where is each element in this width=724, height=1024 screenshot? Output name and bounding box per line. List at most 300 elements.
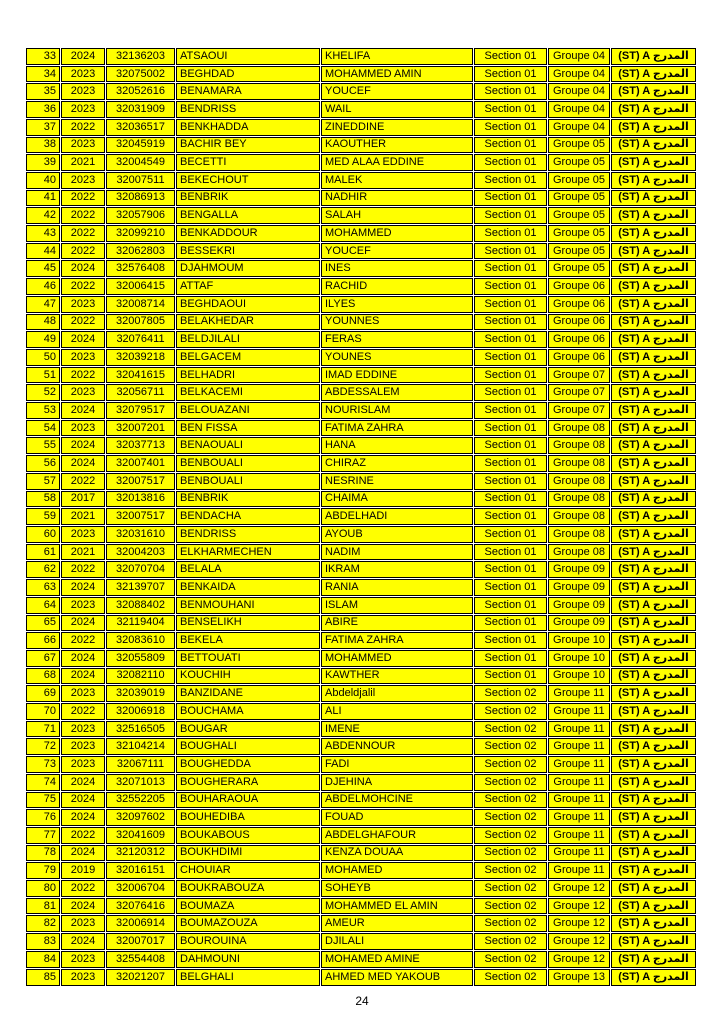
table-row — [26, 862, 696, 879]
cell-row-number: 42 — [26, 207, 60, 224]
cell-amphi: (ST) A المدرج — [611, 278, 696, 295]
cell-amphi: (ST) A المدرج — [611, 455, 696, 472]
cell-section: Section 01 — [474, 225, 547, 242]
cell-group: Groupe 11 — [548, 685, 610, 702]
table-row — [26, 898, 696, 915]
cell-section: Section 01 — [474, 137, 547, 154]
cell-row-number: 51 — [26, 367, 60, 384]
cell-row-number: 39 — [26, 154, 60, 171]
cell-row-number: 33 — [26, 48, 60, 65]
cell-group: Groupe 04 — [548, 83, 610, 100]
cell-amphi: (ST) A المدرج — [611, 137, 696, 154]
cell-first-name: HANA — [321, 437, 473, 454]
cell-section: Section 01 — [474, 650, 547, 667]
cell-first-name: ABDENNOUR — [321, 738, 473, 755]
table-row — [26, 172, 696, 189]
cell-year: 2023 — [61, 969, 105, 986]
cell-last-name: BOUCHAMA — [176, 703, 320, 720]
table-row — [26, 278, 696, 295]
cell-first-name: MED ALAA EDDINE — [321, 154, 473, 171]
cell-last-name: BENDACHA — [176, 508, 320, 525]
cell-student-id: 32041609 — [106, 827, 175, 844]
cell-year: 2024 — [61, 260, 105, 277]
cell-group: Groupe 08 — [548, 437, 610, 454]
cell-amphi: (ST) A المدرج — [611, 225, 696, 242]
cell-last-name: DAHMOUNI — [176, 951, 320, 968]
cell-first-name: IMAD EDDINE — [321, 367, 473, 384]
cell-group: Groupe 05 — [548, 225, 610, 242]
cell-student-id: 32004549 — [106, 154, 175, 171]
cell-year: 2024 — [61, 402, 105, 419]
cell-row-number: 85 — [26, 969, 60, 986]
cell-row-number: 38 — [26, 137, 60, 154]
cell-group: Groupe 06 — [548, 349, 610, 366]
cell-first-name: FATIMA ZAHRA — [321, 420, 473, 437]
cell-last-name: BOUHARAOUA — [176, 792, 320, 809]
cell-student-id: 32006914 — [106, 915, 175, 932]
cell-year: 2021 — [61, 154, 105, 171]
cell-section: Section 01 — [474, 402, 547, 419]
cell-section: Section 01 — [474, 668, 547, 685]
cell-last-name: BOUKRABOUZA — [176, 880, 320, 897]
cell-year: 2023 — [61, 738, 105, 755]
table-row — [26, 331, 696, 348]
cell-student-id: 32083610 — [106, 632, 175, 649]
cell-group: Groupe 11 — [548, 809, 610, 826]
cell-row-number: 63 — [26, 579, 60, 596]
cell-year: 2023 — [61, 721, 105, 738]
cell-group: Groupe 09 — [548, 597, 610, 614]
cell-row-number: 83 — [26, 933, 60, 950]
cell-first-name: NESRINE — [321, 473, 473, 490]
cell-student-id: 32055809 — [106, 650, 175, 667]
cell-row-number: 62 — [26, 561, 60, 578]
cell-amphi: (ST) A المدرج — [611, 349, 696, 366]
cell-group: Groupe 11 — [548, 862, 610, 879]
cell-section: Section 01 — [474, 119, 547, 136]
cell-amphi: (ST) A المدرج — [611, 207, 696, 224]
cell-student-id: 32037713 — [106, 437, 175, 454]
cell-last-name: BENBRIK — [176, 190, 320, 207]
cell-section: Section 01 — [474, 101, 547, 118]
cell-group: Groupe 09 — [548, 579, 610, 596]
table-row — [26, 738, 696, 755]
cell-section: Section 01 — [474, 278, 547, 295]
cell-year: 2023 — [61, 349, 105, 366]
cell-section: Section 01 — [474, 314, 547, 331]
cell-section: Section 01 — [474, 579, 547, 596]
cell-section: Section 01 — [474, 491, 547, 508]
cell-amphi: (ST) A المدرج — [611, 402, 696, 419]
cell-year: 2022 — [61, 190, 105, 207]
cell-last-name: BELGACEM — [176, 349, 320, 366]
cell-year: 2024 — [61, 898, 105, 915]
cell-first-name: CHAIMA — [321, 491, 473, 508]
cell-last-name: BOUKABOUS — [176, 827, 320, 844]
cell-first-name: AYOUB — [321, 526, 473, 543]
cell-last-name: BENAMARA — [176, 83, 320, 100]
cell-student-id: 32516505 — [106, 721, 175, 738]
cell-group: Groupe 12 — [548, 915, 610, 932]
cell-row-number: 66 — [26, 632, 60, 649]
cell-amphi: (ST) A المدرج — [611, 579, 696, 596]
cell-student-id: 32056711 — [106, 384, 175, 401]
cell-last-name: BEGHDAOUI — [176, 296, 320, 313]
cell-student-id: 32079517 — [106, 402, 175, 419]
cell-student-id: 32076411 — [106, 331, 175, 348]
cell-group: Groupe 06 — [548, 296, 610, 313]
cell-year: 2024 — [61, 792, 105, 809]
cell-year: 2022 — [61, 243, 105, 260]
cell-amphi: (ST) A المدرج — [611, 101, 696, 118]
cell-group: Groupe 05 — [548, 243, 610, 260]
cell-student-id: 32007517 — [106, 473, 175, 490]
cell-year: 2024 — [61, 774, 105, 791]
cell-year: 2024 — [61, 579, 105, 596]
cell-last-name: BENGALLA — [176, 207, 320, 224]
cell-section: Section 01 — [474, 83, 547, 100]
cell-last-name: BENKADDOUR — [176, 225, 320, 242]
cell-amphi: (ST) A المدرج — [611, 314, 696, 331]
table-row — [26, 260, 696, 277]
cell-first-name: ABDELGHAFOUR — [321, 827, 473, 844]
table-row — [26, 756, 696, 773]
cell-group: Groupe 08 — [548, 473, 610, 490]
table-row — [26, 455, 696, 472]
cell-amphi: (ST) A المدرج — [611, 420, 696, 437]
cell-year: 2022 — [61, 367, 105, 384]
cell-section: Section 02 — [474, 685, 547, 702]
table-row — [26, 809, 696, 826]
cell-row-number: 80 — [26, 880, 60, 897]
cell-first-name: AHMED MED YAKOUB — [321, 969, 473, 986]
cell-section: Section 01 — [474, 367, 547, 384]
cell-student-id: 32013816 — [106, 491, 175, 508]
cell-section: Section 02 — [474, 845, 547, 862]
cell-last-name: BESSEKRI — [176, 243, 320, 260]
cell-student-id: 32099210 — [106, 225, 175, 242]
cell-group: Groupe 04 — [548, 48, 610, 65]
cell-first-name: KHELIFA — [321, 48, 473, 65]
table-row — [26, 384, 696, 401]
cell-first-name: DJILALI — [321, 933, 473, 950]
cell-year: 2023 — [61, 172, 105, 189]
cell-row-number: 35 — [26, 83, 60, 100]
cell-year: 2022 — [61, 632, 105, 649]
cell-student-id: 32088402 — [106, 597, 175, 614]
cell-last-name: BENAOUALI — [176, 437, 320, 454]
cell-first-name: ISLAM — [321, 597, 473, 614]
cell-last-name: BEKELA — [176, 632, 320, 649]
cell-section: Section 01 — [474, 331, 547, 348]
cell-first-name: SALAH — [321, 207, 473, 224]
table-row — [26, 508, 696, 525]
table-row — [26, 774, 696, 791]
table-row — [26, 561, 696, 578]
cell-first-name: YOUNNES — [321, 314, 473, 331]
table-row — [26, 154, 696, 171]
cell-year: 2024 — [61, 809, 105, 826]
cell-student-id: 32139707 — [106, 579, 175, 596]
table-row — [26, 650, 696, 667]
cell-group: Groupe 04 — [548, 119, 610, 136]
cell-amphi: (ST) A المدرج — [611, 933, 696, 950]
table-row — [26, 473, 696, 490]
cell-student-id: 32007511 — [106, 172, 175, 189]
cell-first-name: YOUCEF — [321, 243, 473, 260]
cell-last-name: BENBOUALI — [176, 473, 320, 490]
cell-student-id: 32007401 — [106, 455, 175, 472]
table-row — [26, 544, 696, 561]
cell-amphi: (ST) A المدرج — [611, 880, 696, 897]
cell-group: Groupe 10 — [548, 668, 610, 685]
cell-row-number: 41 — [26, 190, 60, 207]
cell-first-name: MOHAMMED — [321, 225, 473, 242]
cell-student-id: 32097602 — [106, 809, 175, 826]
cell-section: Section 01 — [474, 207, 547, 224]
table-row — [26, 526, 696, 543]
cell-amphi: (ST) A المدرج — [611, 668, 696, 685]
cell-row-number: 46 — [26, 278, 60, 295]
cell-student-id: 32086913 — [106, 190, 175, 207]
cell-group: Groupe 10 — [548, 650, 610, 667]
cell-group: Groupe 11 — [548, 703, 610, 720]
cell-amphi: (ST) A المدرج — [611, 544, 696, 561]
cell-amphi: (ST) A المدرج — [611, 792, 696, 809]
cell-last-name: BECETTI — [176, 154, 320, 171]
cell-student-id: 32045919 — [106, 137, 175, 154]
cell-group: Groupe 10 — [548, 632, 610, 649]
cell-section: Section 01 — [474, 632, 547, 649]
cell-year: 2023 — [61, 66, 105, 83]
cell-last-name: BENMOUHANI — [176, 597, 320, 614]
cell-group: Groupe 08 — [548, 544, 610, 561]
cell-first-name: KAWTHER — [321, 668, 473, 685]
cell-section: Section 01 — [474, 260, 547, 277]
cell-first-name: ZINEDDINE — [321, 119, 473, 136]
cell-amphi: (ST) A المدرج — [611, 827, 696, 844]
cell-student-id: 32136203 — [106, 48, 175, 65]
cell-last-name: BEGHDAD — [176, 66, 320, 83]
cell-amphi: (ST) A المدرج — [611, 862, 696, 879]
cell-last-name: BELDJILALI — [176, 331, 320, 348]
cell-first-name: INES — [321, 260, 473, 277]
cell-amphi: (ST) A المدرج — [611, 703, 696, 720]
cell-section: Section 02 — [474, 721, 547, 738]
cell-group: Groupe 08 — [548, 508, 610, 525]
cell-row-number: 84 — [26, 951, 60, 968]
cell-row-number: 58 — [26, 491, 60, 508]
cell-row-number: 43 — [26, 225, 60, 242]
cell-amphi: (ST) A المدرج — [611, 491, 696, 508]
cell-section: Section 02 — [474, 703, 547, 720]
cell-section: Section 02 — [474, 951, 547, 968]
cell-student-id: 32552205 — [106, 792, 175, 809]
table-row — [26, 685, 696, 702]
cell-year: 2023 — [61, 685, 105, 702]
cell-student-id: 32075002 — [106, 66, 175, 83]
cell-first-name: ILYES — [321, 296, 473, 313]
cell-row-number: 44 — [26, 243, 60, 260]
cell-row-number: 71 — [26, 721, 60, 738]
cell-student-id: 32041615 — [106, 367, 175, 384]
cell-row-number: 78 — [26, 845, 60, 862]
cell-year: 2024 — [61, 668, 105, 685]
table-row — [26, 296, 696, 313]
cell-group: Groupe 04 — [548, 101, 610, 118]
cell-section: Section 01 — [474, 526, 547, 543]
table-row — [26, 792, 696, 809]
cell-group: Groupe 12 — [548, 933, 610, 950]
cell-year: 2022 — [61, 827, 105, 844]
cell-amphi: (ST) A المدرج — [611, 154, 696, 171]
cell-row-number: 75 — [26, 792, 60, 809]
cell-amphi: (ST) A المدرج — [611, 615, 696, 632]
cell-section: Section 01 — [474, 296, 547, 313]
cell-section: Section 01 — [474, 597, 547, 614]
cell-last-name: BOUROUINA — [176, 933, 320, 950]
cell-student-id: 32016151 — [106, 862, 175, 879]
table-row — [26, 668, 696, 685]
cell-last-name: BOUMAZOUZA — [176, 915, 320, 932]
cell-row-number: 56 — [26, 455, 60, 472]
cell-section: Section 01 — [474, 455, 547, 472]
cell-last-name: BENSELIKH — [176, 615, 320, 632]
cell-first-name: MOHAMED — [321, 862, 473, 879]
cell-first-name: KENZA DOUAA — [321, 845, 473, 862]
cell-year: 2022 — [61, 880, 105, 897]
table-row — [26, 207, 696, 224]
cell-last-name: BOUHEDIBA — [176, 809, 320, 826]
cell-year: 2023 — [61, 915, 105, 932]
cell-last-name: BENBRIK — [176, 491, 320, 508]
cell-group: Groupe 06 — [548, 331, 610, 348]
cell-year: 2024 — [61, 615, 105, 632]
cell-year: 2024 — [61, 650, 105, 667]
table-row — [26, 615, 696, 632]
cell-amphi: (ST) A المدرج — [611, 384, 696, 401]
cell-section: Section 01 — [474, 154, 547, 171]
page-number: 24 — [355, 994, 369, 1008]
cell-last-name: BOUGAR — [176, 721, 320, 738]
cell-group: Groupe 07 — [548, 384, 610, 401]
cell-group: Groupe 11 — [548, 738, 610, 755]
cell-amphi: (ST) A المدرج — [611, 685, 696, 702]
cell-year: 2023 — [61, 526, 105, 543]
cell-amphi: (ST) A المدرج — [611, 437, 696, 454]
cell-year: 2023 — [61, 597, 105, 614]
cell-group: Groupe 05 — [548, 207, 610, 224]
cell-group: Groupe 11 — [548, 721, 610, 738]
cell-first-name: ABIRE — [321, 615, 473, 632]
cell-section: Section 01 — [474, 544, 547, 561]
cell-first-name: IKRAM — [321, 561, 473, 578]
cell-last-name: BEN FISSA — [176, 420, 320, 437]
cell-first-name: WAIL — [321, 101, 473, 118]
cell-amphi: (ST) A المدرج — [611, 367, 696, 384]
cell-year: 2022 — [61, 207, 105, 224]
cell-amphi: (ST) A المدرج — [611, 66, 696, 83]
cell-section: Section 01 — [474, 172, 547, 189]
cell-year: 2023 — [61, 951, 105, 968]
cell-amphi: (ST) A المدرج — [611, 650, 696, 667]
cell-row-number: 36 — [26, 101, 60, 118]
cell-first-name: DJEHINA — [321, 774, 473, 791]
cell-first-name: MOHAMMED AMIN — [321, 66, 473, 83]
cell-amphi: (ST) A المدرج — [611, 331, 696, 348]
cell-section: Section 02 — [474, 809, 547, 826]
cell-section: Section 01 — [474, 508, 547, 525]
cell-row-number: 67 — [26, 650, 60, 667]
cell-group: Groupe 05 — [548, 154, 610, 171]
table-row — [26, 349, 696, 366]
cell-last-name: CHOUIAR — [176, 862, 320, 879]
cell-amphi: (ST) A المدرج — [611, 172, 696, 189]
cell-section: Section 02 — [474, 915, 547, 932]
cell-row-number: 82 — [26, 915, 60, 932]
table-row — [26, 48, 696, 65]
cell-row-number: 48 — [26, 314, 60, 331]
cell-group: Groupe 08 — [548, 491, 610, 508]
cell-group: Groupe 08 — [548, 420, 610, 437]
cell-last-name: BOUKHDIMI — [176, 845, 320, 862]
cell-student-id: 32006704 — [106, 880, 175, 897]
cell-student-id: 32576408 — [106, 260, 175, 277]
cell-section: Section 02 — [474, 880, 547, 897]
table-row — [26, 314, 696, 331]
cell-group: Groupe 07 — [548, 402, 610, 419]
table-row — [26, 880, 696, 897]
cell-amphi: (ST) A المدرج — [611, 48, 696, 65]
cell-amphi: (ST) A المدرج — [611, 809, 696, 826]
cell-group: Groupe 05 — [548, 260, 610, 277]
cell-amphi: (ST) A المدرج — [611, 721, 696, 738]
cell-first-name: FATIMA ZAHRA — [321, 632, 473, 649]
cell-amphi: (ST) A المدرج — [611, 260, 696, 277]
cell-group: Groupe 07 — [548, 367, 610, 384]
cell-row-number: 59 — [26, 508, 60, 525]
cell-last-name: BOUGHALI — [176, 738, 320, 755]
cell-first-name: AMEUR — [321, 915, 473, 932]
cell-section: Section 02 — [474, 738, 547, 755]
cell-year: 2022 — [61, 314, 105, 331]
cell-amphi: (ST) A المدرج — [611, 473, 696, 490]
cell-section: Section 02 — [474, 756, 547, 773]
cell-student-id: 32082110 — [106, 668, 175, 685]
cell-row-number: 79 — [26, 862, 60, 879]
table-row — [26, 66, 696, 83]
table-row — [26, 579, 696, 596]
cell-first-name: ALI — [321, 703, 473, 720]
cell-first-name: ABDELHADI — [321, 508, 473, 525]
cell-amphi: (ST) A المدرج — [611, 561, 696, 578]
cell-row-number: 65 — [26, 615, 60, 632]
cell-group: Groupe 06 — [548, 278, 610, 295]
cell-first-name: SOHEYB — [321, 880, 473, 897]
cell-student-id: 32067111 — [106, 756, 175, 773]
cell-last-name: ATSAOUI — [176, 48, 320, 65]
cell-student-id: 32007517 — [106, 508, 175, 525]
cell-group: Groupe 04 — [548, 66, 610, 83]
table-row — [26, 827, 696, 844]
cell-last-name: BELALA — [176, 561, 320, 578]
cell-group: Groupe 06 — [548, 314, 610, 331]
cell-section: Section 01 — [474, 48, 547, 65]
cell-last-name: BOUGHEDDA — [176, 756, 320, 773]
cell-first-name: MOHAMMED — [321, 650, 473, 667]
table-row — [26, 437, 696, 454]
cell-student-id: 32119404 — [106, 615, 175, 632]
